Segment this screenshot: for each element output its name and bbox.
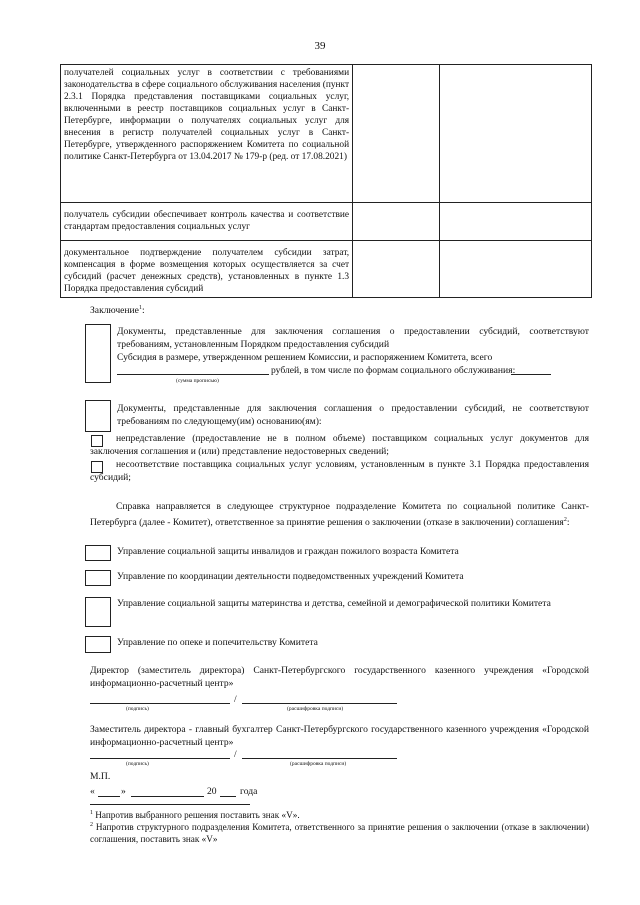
director-decode-line[interactable] <box>242 703 397 704</box>
table-cell-empty <box>353 203 440 241</box>
referral-body: Справка направляется в следующее структурное подразделение Комитета по социальной политике Санкт-Петербурга (далее - Комитет), ответственное за принятие решения о заключении (отказе в заключении) соглашения <box>90 501 589 528</box>
date-quote-close: » <box>121 786 126 797</box>
page-number: 39 <box>314 40 326 52</box>
footnote-text: Напротив структурного подразделения Комитета, ответственного за принятие решения о заключении (отказе в заключении) соглашения, поставить знак «V» <box>90 822 590 845</box>
slash: / <box>234 749 237 760</box>
conclusion-heading <box>90 302 145 318</box>
checkbox-department[interactable] <box>85 597 111 627</box>
date-year-prefix: 20 <box>207 786 217 797</box>
criteria-table <box>60 64 592 298</box>
checkbox-department[interactable] <box>85 545 111 561</box>
caption-signature: (подпись) <box>126 706 149 712</box>
accountant-decode-line[interactable] <box>242 758 397 759</box>
table-cell-criterion: документальное подтверждение получателем субсидии затрат, компенсация в форме возмещения которых осуществляется за счет субсидий (расчет денежных средств), установленных в пункте 1.3 Порядка предоставления субсидий <box>61 241 353 298</box>
table-row <box>61 241 592 298</box>
caption-sum: (сумма прописью) <box>176 378 219 384</box>
department-option: Управление по опеке и попечительству Комитета <box>117 637 318 648</box>
checkbox-positive-decision[interactable] <box>85 324 111 383</box>
footnote-separator <box>90 804 250 805</box>
table-row <box>61 203 592 241</box>
reason-documents: непредставление (предоставление не в полном объеме) поставщиком социальных услуг документов для заключения соглашения и (или) представление недостоверных сведений; <box>90 433 589 457</box>
sum-field-line[interactable] <box>117 374 269 375</box>
table-cell-empty <box>440 203 592 241</box>
decision-negative-text: Документы, представленные для заключения соглашения о предоставлении субсидий, не соответствуют требованиям по следующему(им) основанию(ям): <box>117 403 589 427</box>
footnote <box>90 819 589 845</box>
table-cell-empty <box>440 65 592 203</box>
director-signature-line[interactable] <box>90 703 230 704</box>
footnote-mark: 1 <box>90 810 93 816</box>
date-year-suffix: года <box>240 786 258 797</box>
table-cell-criterion: получатель субсидии обеспечивает контроль качества и соответствие стандартам предоставления социальных услуг <box>61 203 353 241</box>
director-title: Директор (заместитель директора) Санкт-Петербургского государственного казенного учреждения «Городской информационно-расчетный центр» <box>90 665 589 689</box>
checkbox-department[interactable] <box>85 570 111 586</box>
department-option: Управление социальной защиты инвалидов и граждан пожилого возраста Комитета <box>117 546 459 557</box>
table-cell-criterion: получателей социальных услуг в соответствии с требованиями законодательства в сфере социального обслуживания населения (пункт 2.3.1 Порядка представления поставщиками социальных услуг, включенными в реестр поставщиков социальных услуг в Санкт-Петербурге, информации о получателях социальных услуг для внесения в регистр получателей социальных услуг в Санкт-Петербурге, утвержденного распоряжением Комитета по социальной политике Санкт-Петербурга от 13.04.2017 № 179-р (ред. от 17.08.2021) <box>61 65 353 203</box>
decision-positive-tail: рублей, в том числе по формам социального обслуживания: <box>271 365 516 376</box>
date-day-line[interactable] <box>98 796 120 797</box>
slash: / <box>234 694 237 705</box>
caption-decode: (расшифровка подписи) <box>287 706 344 712</box>
referral-suffix: : <box>566 516 570 528</box>
footnote-mark: 2 <box>90 822 93 828</box>
table-cell-empty <box>440 241 592 298</box>
footnote-mark: 1 <box>138 305 142 311</box>
conclusion-label: Заключение <box>90 305 139 317</box>
checkbox-negative-decision[interactable] <box>85 400 111 432</box>
footnote-text: Напротив выбранного решения поставить знак «V». <box>95 810 300 821</box>
stamp-label: М.П. <box>90 771 111 782</box>
checkbox-department[interactable] <box>85 636 111 653</box>
decision-positive-subsidy: Субсидия в размере, утвержденном решением Комиссии, и распоряжением Комитета, всего <box>117 352 493 363</box>
department-option: Управление по координации деятельности подведомственных учреждений Комитета <box>117 571 464 582</box>
footnote-mark: 2 <box>563 516 567 523</box>
date-year-line[interactable] <box>220 796 236 797</box>
accountant-signature-line[interactable] <box>90 758 230 759</box>
accountant-title: Заместитель директора - главный бухгалтер Санкт-Петербургского государственного казенного учреждения «Городской информационно-расчетный центр» <box>90 724 589 748</box>
conclusion-suffix: : <box>141 305 145 317</box>
department-option: Управление социальной защиты материнства и детства, семейной и демографической политики Комитета <box>117 598 551 609</box>
caption-signature: (подпись) <box>126 761 149 767</box>
table-row <box>61 65 592 203</box>
reason-conditions: несоответствие поставщика социальных услуг условиям, установленным в пункте 3.1 Порядка предоставления субсидий; <box>90 459 589 483</box>
date-month-line[interactable] <box>131 796 204 797</box>
caption-decode: (расшифровка подписи) <box>290 761 347 767</box>
date-quote-open: « <box>90 786 95 797</box>
table-cell-empty <box>353 65 440 203</box>
forms-field-line[interactable] <box>511 374 551 375</box>
table-cell-empty <box>353 241 440 298</box>
decision-positive-text: Документы, представленные для заключения соглашения о предоставлении субсидий, соответствуют требованиям, установленным Порядком предоставления субсидий <box>117 326 589 350</box>
referral-text <box>90 501 589 529</box>
